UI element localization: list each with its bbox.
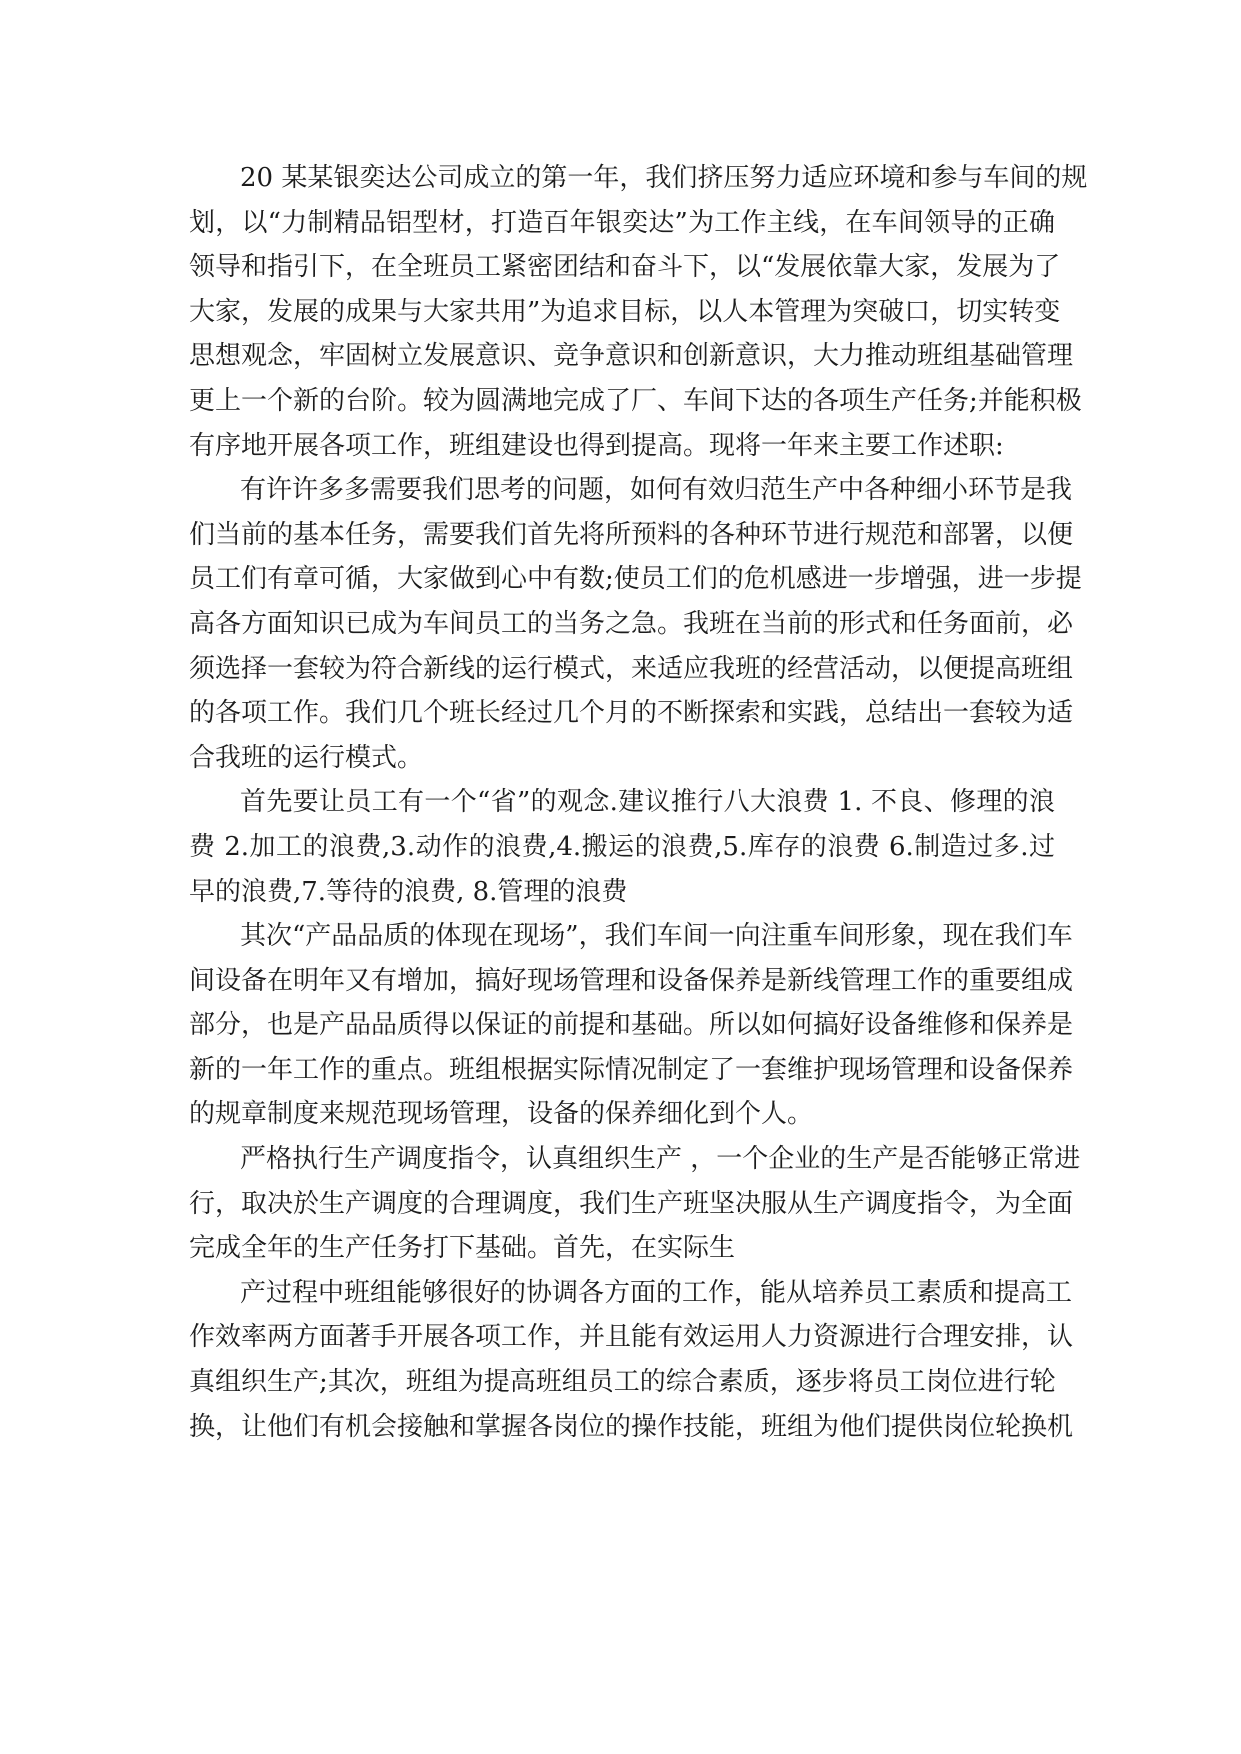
paragraph-line: 划，以“力制精品铝型材，打造百年银奕达”为工作主线，在车间领导的正确 (189, 207, 1055, 238)
paragraph-line: 有序地开展各项工作，班组建设也得到提高。现将一年来主要工作述职: (189, 430, 1004, 461)
paragraph-line: 严格执行生产调度指令，认真组织生产 ，一个企业的生产是否能够正常进 (240, 1144, 1081, 1175)
paragraph-line: 作效率两方面著手开展各项工作，并且能有效运用人力资源进行合理安排，认 (189, 1322, 1074, 1353)
paragraph-line: 行，取决於生产调度的合理调度，我们生产班坚决服从生产调度指令，为全面 (189, 1188, 1074, 1219)
paragraph-line: 有许许多多需要我们思考的问题，如何有效归范生产中各种细小环节是我 (240, 475, 1073, 506)
paragraph-line: 领导和指引下，在全班员工紧密团结和奋斗下，以“发展依靠大家，发展为了 (189, 252, 1061, 283)
paragraph-line: 高各方面知识已成为车间员工的当务之急。我班在当前的形式和任务面前，必 (189, 608, 1074, 639)
paragraph-line: 们当前的基本任务，需要我们首先将所预料的各种环节进行规范和部署，以便 (189, 519, 1074, 550)
paragraph-line: 早的浪费,7.等待的浪费, 8.管理的浪费 (189, 876, 628, 907)
paragraph-line: 部分，也是产品品质得以保证的前提和基础。所以如何搞好设备维修和保养是 (189, 1010, 1074, 1041)
paragraph-line: 的规章制度来规范现场管理，设备的保养细化到个人。 (189, 1099, 814, 1130)
paragraph-line: 新的一年工作的重点。班组根据实际情况制定了一套维护现场管理和设备保养 (189, 1054, 1074, 1085)
paragraph-3 (189, 780, 1055, 914)
paragraph-line: 须选择一套较为符合新线的运行模式，来适应我班的经营活动，以便提高班组 (189, 653, 1074, 684)
paragraph-line: 20 某某银奕达公司成立的第一年，我们挤压努力适应环境和参与车间的规 (240, 163, 1088, 193)
paragraph-1 (189, 156, 1088, 468)
document-body (189, 156, 1088, 1449)
paragraph-line: 间设备在明年又有增加，搞好现场管理和设备保养是新线管理工作的重要组成 (189, 965, 1074, 996)
paragraph-line: 首先要让员工有一个“省”的观念.建议推行八大浪费 1. 不良、修理的浪 (240, 787, 1055, 818)
paragraph-line: 换，让他们有机会接触和掌握各岗位的操作技能，班组为他们提供岗位轮换机 (189, 1411, 1074, 1442)
paragraph-line: 更上一个新的台阶。较为圆满地完成了厂、车间下达的各项生产任务;并能积极 (189, 385, 1082, 416)
paragraph-line: 思想观念，牢固树立发展意识、竞争意识和创新意识，大力推动班组基础管理 (189, 341, 1074, 372)
paragraph-line: 的各项工作。我们几个班长经过几个月的不断探索和实践，总结出一套较为适 (189, 698, 1074, 729)
paragraph-line: 费 2.加工的浪费,3.动作的浪费,4.搬运的浪费,5.库存的浪费 6.制造过多.过 (189, 831, 1055, 862)
paragraph-line: 完成全年的生产任务打下基础。首先，在实际生 (189, 1233, 736, 1264)
paragraph-4 (189, 914, 1074, 1137)
paragraph-line: 合我班的运行模式。 (189, 742, 424, 773)
paragraph-line: 其次“产品品质的体现在现场”，我们车间一向注重车间形象，现在我们车 (240, 921, 1073, 952)
paragraph-2 (189, 468, 1082, 780)
paragraph-line: 大家，发展的成果与大家共用”为追求目标，以人本管理为突破口，切实转变 (189, 296, 1061, 327)
paragraph-line: 产过程中班组能够很好的协调各方面的工作，能从培养员工素质和提高工 (240, 1277, 1073, 1308)
paragraph-6 (189, 1271, 1074, 1449)
paragraph-line: 真组织生产;其次，班组为提高班组员工的综合素质，逐步将员工岗位进行轮 (189, 1367, 1056, 1398)
paragraph-5 (189, 1137, 1081, 1271)
paragraph-line: 员工们有章可循，大家做到心中有数;使员工们的危机感进一步增强，进一步提 (189, 564, 1082, 595)
